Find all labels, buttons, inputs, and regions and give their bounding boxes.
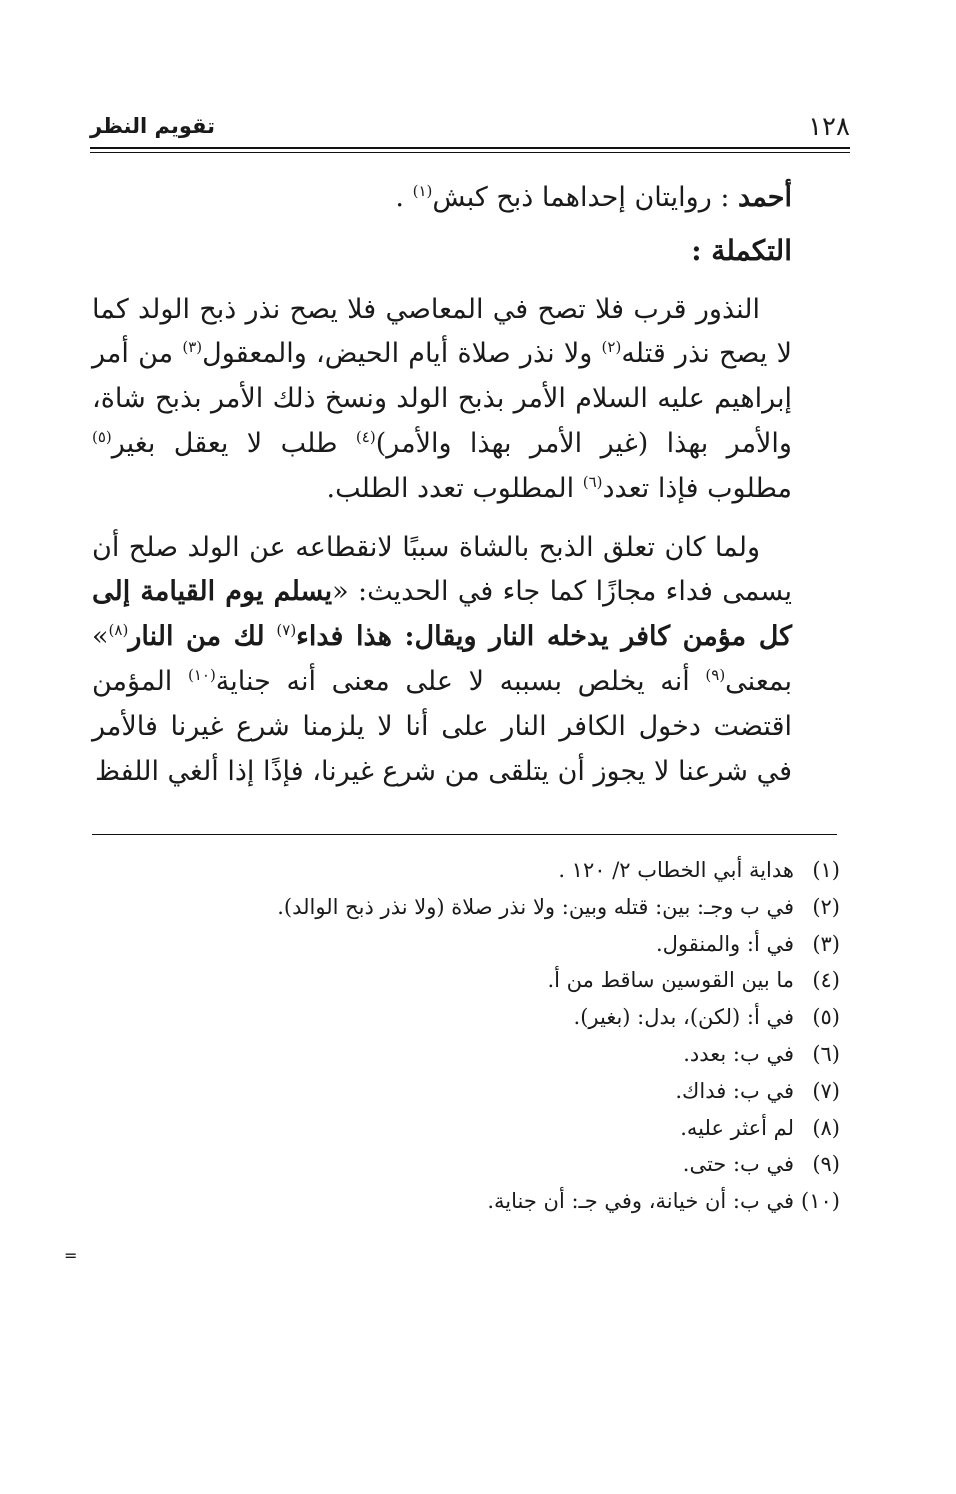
footnote-item <box>200 1036 840 1073</box>
paragraph-nudhur <box>92 288 792 512</box>
footnote-item <box>200 1146 840 1183</box>
main-text <box>92 176 792 794</box>
footnote-ref: (١) <box>412 182 433 200</box>
text-run: مطلوب فإذا تعدد <box>602 472 792 504</box>
footnote-ref: (٦) <box>582 472 603 491</box>
paragraph-fidaa <box>92 526 792 795</box>
footnote-ref: (٣) <box>182 338 203 357</box>
footnote-ref: (٢) <box>601 338 622 357</box>
margin-mark: = <box>64 1246 78 1265</box>
text-run: : روايتان إحداهما ذبح كبش <box>432 182 730 213</box>
footnote-ref: (٩) <box>705 665 726 684</box>
page-number: ١٢٨ <box>808 112 850 142</box>
running-head <box>90 112 850 148</box>
text-run: » بمعنى <box>92 621 792 697</box>
footnote-number: (٩) <box>812 1152 840 1177</box>
footnote-text: في ب: أن خيانة، وفي جـ: أن جناية. <box>487 1189 794 1214</box>
footnote-number: (٣) <box>812 931 840 956</box>
footnote-text: لم أعثر عليه. <box>680 1115 794 1140</box>
footnote-item <box>200 1183 840 1220</box>
footnote-text: هداية أبي الخطاب ٢/ ١٢٠ . <box>558 858 794 882</box>
lead-word: أحمد <box>738 182 792 213</box>
text-run: ولا نذر صلاة أيام الحيض، والمعقول <box>202 338 593 370</box>
footnote-text: في أ: والمنقول. <box>655 931 794 956</box>
footnote-rule <box>92 834 837 835</box>
footnote-item <box>200 852 840 889</box>
paragraph-ahmad <box>92 176 792 221</box>
text-run: طلب لا يعقل بغير <box>111 427 338 459</box>
text-run: . <box>395 182 404 213</box>
footnote-item <box>200 962 840 999</box>
footnote-text: في ب: حتى. <box>682 1152 794 1177</box>
footnote-number: (٨) <box>812 1115 840 1140</box>
footnote-text: في ب وجـ: بين: قتله وبين: ولا نذر صلاة (ولا نذر ذبح الوالد). <box>277 894 794 919</box>
footnote-item <box>200 926 840 963</box>
footnote-item <box>200 999 840 1036</box>
text-run: من أمر إبراهيم عليه السلام الأمر بذبح الولد ونسخ ذلك الأمر بذبح شاة، والأمر بهذا (غير الأمر بهذا والأمر) <box>92 338 792 459</box>
footnote-ref: (٤) <box>355 427 376 446</box>
text-run: النذور قرب فلا تصح في المعاصي فلا يصح نذر ذبح الولد كما لا يصح نذر قتله <box>92 293 792 370</box>
footnote-item <box>200 1073 840 1110</box>
footnote-number: (٧) <box>812 1078 840 1103</box>
footnote-ref: (١٠) <box>187 665 216 684</box>
footnote-number: (٦) <box>812 1041 840 1066</box>
footnote-ref: (٨) <box>108 621 129 640</box>
footnote-number: (٢) <box>812 894 840 919</box>
footnote-text: في ب: بعدد. <box>683 1041 794 1066</box>
section-heading: التكملة : <box>691 233 792 267</box>
hadith-quote: يسلم يوم القيامة إلى كل مؤمن كافر يدخله النار ويقال: هذا فداء <box>92 576 792 653</box>
book-title: تقويم النظر <box>90 114 216 138</box>
footnote-number: (١) <box>812 858 840 882</box>
text-run: المؤمن اقتضت دخول الكافر النار على أنا لا يلزمنا شرع غيرنا فالأمر في شرعنا لا يجوز أن يتلقى من شرع غيرنا، فإذًا إذا ألغي اللفظ <box>92 665 792 787</box>
footnotes-list <box>200 852 840 1220</box>
header-rule <box>90 147 850 153</box>
text-run: المطلوب تعدد الطلب. <box>326 472 575 504</box>
footnote-ref: (٥) <box>92 427 112 446</box>
footnote-text: في أ: (لكن)، بدل: (بغير). <box>573 1005 794 1030</box>
text-run: ولما كان تعلق الذبح بالشاة سببًا لانقطاعه عن الولد صلح أن يسمى فداء مجازًا كما جاء في الحديث: « <box>92 531 792 608</box>
text-run: أنه يخلص بسببه لا على معنى أنه جناية <box>215 665 690 697</box>
footnote-text: في ب: فداك. <box>675 1078 794 1103</box>
footnote-number: (١٠) <box>801 1189 840 1214</box>
footnote-ref: (٧) <box>276 621 297 640</box>
footnote-item <box>200 1110 840 1147</box>
footnote-item <box>200 889 840 926</box>
footnote-number: (٥) <box>812 1005 840 1030</box>
footnote-text: ما بين القوسين ساقط من أ. <box>547 968 794 993</box>
hadith-quote: لك من النار <box>128 621 265 653</box>
footnote-number: (٤) <box>812 968 840 993</box>
